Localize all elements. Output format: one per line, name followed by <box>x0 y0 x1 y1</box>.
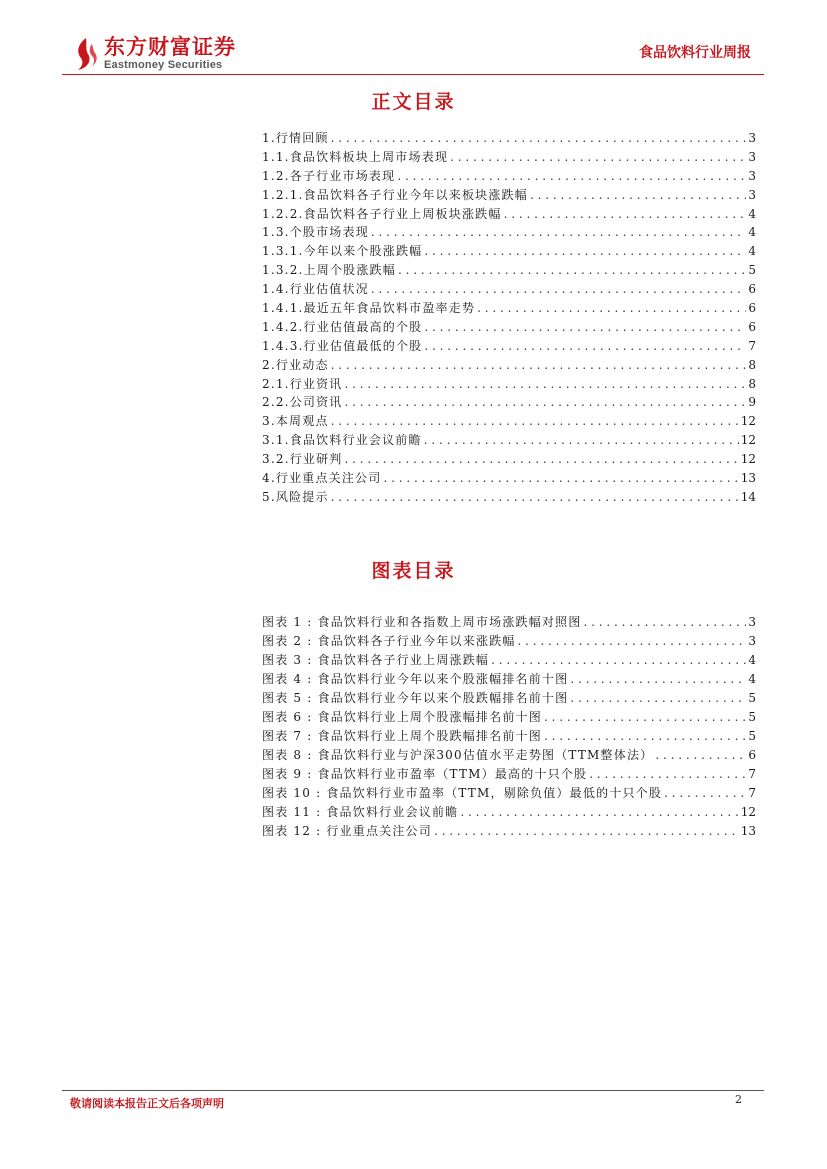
header-divider <box>62 74 764 75</box>
toc-entry-page: 3 <box>748 187 756 202</box>
toc-entry-page: 4 <box>748 244 756 259</box>
leader-dots <box>331 129 747 148</box>
toc-entry[interactable] <box>262 299 756 318</box>
toc-entry-page: 14 <box>740 489 756 504</box>
leader-dots <box>570 689 746 708</box>
toc-entry[interactable] <box>262 356 756 375</box>
figure-entry-title: 图表 3 : 食品饮料各子行业上周涨跌幅 <box>262 653 490 667</box>
figure-entry-title: 图表 6 : 食品饮料行业上周个股涨幅排名前十图 <box>262 710 542 724</box>
figure-entry-page: 3 <box>748 634 756 648</box>
toc-entry-title: 1.4.1.最近五年食品饮料市盈率走势 <box>262 301 476 316</box>
toc-entry-title: 1.2.各子行业市场表现 <box>262 168 396 183</box>
toc-entry-title: 3.2.行业研判 <box>262 452 343 467</box>
leader-dots <box>544 708 746 727</box>
figure-entry-title: 图表 1 : 食品饮料行业和各指数上周市场涨跌幅对照图 <box>262 615 582 629</box>
figure-entry-page: 7 <box>748 767 756 781</box>
page-header <box>0 0 827 90</box>
leader-dots <box>383 469 738 488</box>
toc-entry-title: 3.本周观点 <box>262 414 329 429</box>
figure-entry[interactable] <box>262 765 756 784</box>
figures-title: 图表目录 <box>371 560 456 582</box>
eastmoney-logo-icon <box>72 36 98 72</box>
leader-dots <box>570 670 746 689</box>
toc-entry-title: 1.2.2.食品饮料各子行业上周板块涨跌幅 <box>262 206 502 221</box>
figure-entry[interactable] <box>262 632 756 651</box>
figure-entry-page: 5 <box>748 691 756 705</box>
toc-entry-title: 1.3.1.今年以来个股涨跌幅 <box>262 244 423 259</box>
figure-entry-title: 图表 7 : 食品饮料行业上周个股跌幅排名前十图 <box>262 729 542 743</box>
toc-entry-page: 13 <box>740 471 756 486</box>
figure-entry-page: 5 <box>748 710 756 724</box>
toc-entry-page: 6 <box>748 301 756 316</box>
figure-entry-page: 6 <box>748 748 756 762</box>
toc-entry-page: 8 <box>748 376 756 391</box>
leader-dots <box>331 488 739 507</box>
logo-chinese-name: 东方财富证券 <box>104 35 236 59</box>
toc-entry-page: 8 <box>748 357 756 372</box>
figures-list <box>262 613 756 841</box>
toc-entry[interactable] <box>262 488 756 507</box>
contents-list <box>262 129 756 507</box>
toc-entry[interactable] <box>262 393 756 412</box>
toc-entry-title: 1.3.2.上周个股涨跌幅 <box>262 263 396 278</box>
leader-dots <box>434 822 739 841</box>
leader-dots <box>345 375 747 394</box>
toc-entry-title: 1.3.个股市场表现 <box>262 225 369 240</box>
toc-entry-page: 5 <box>748 263 756 278</box>
toc-entry[interactable] <box>262 205 756 224</box>
leader-dots <box>398 261 746 280</box>
leader-dots <box>345 393 747 412</box>
figure-entry-title: 图表 4 : 食品饮料行业今年以来个股涨幅排名前十图 <box>262 672 569 686</box>
figure-entry[interactable] <box>262 708 756 727</box>
toc-entry[interactable] <box>262 223 756 242</box>
toc-entry-page: 9 <box>748 395 756 410</box>
figure-entry[interactable] <box>262 651 756 670</box>
toc-entry[interactable] <box>262 129 756 148</box>
toc-entry-page: 6 <box>748 319 756 334</box>
figure-entry-title: 图表 9 : 食品饮料行业市盈率（TTM）最高的十只个股 <box>262 767 588 781</box>
logo-english-name: Eastmoney Securities <box>104 59 223 71</box>
leader-dots <box>424 337 746 356</box>
toc-entry[interactable] <box>262 375 756 394</box>
leader-dots <box>589 765 746 784</box>
leader-dots <box>424 242 746 261</box>
toc-entry-title: 1.4.2.行业估值最高的个股 <box>262 319 423 334</box>
leader-dots <box>544 727 746 746</box>
toc-entry-title: 2.行业动态 <box>262 357 329 372</box>
leader-dots <box>477 299 746 318</box>
toc-entry[interactable] <box>262 469 756 488</box>
toc-entry-title: 1.2.1.食品饮料各子行业今年以来板块涨跌幅 <box>262 187 528 202</box>
toc-entry[interactable] <box>262 280 756 299</box>
toc-entry-title: 2.2.公司资讯 <box>262 395 343 410</box>
toc-entry[interactable] <box>262 450 756 469</box>
leader-dots <box>664 784 746 803</box>
figure-entry[interactable] <box>262 784 756 803</box>
figure-entry-title: 图表 10 : 食品饮料行业市盈率（TTM，剔除负值）最低的十只个股 <box>262 786 663 800</box>
footer-disclaimer: 敬请阅读本报告正文后各项声明 <box>70 1097 224 1110</box>
toc-entry[interactable] <box>262 242 756 261</box>
toc-entry-title: 1.4.3.行业估值最低的个股 <box>262 338 423 353</box>
footer-divider <box>62 1090 764 1091</box>
toc-entry[interactable] <box>262 318 756 337</box>
leader-dots <box>331 412 739 431</box>
toc-entry-page: 4 <box>748 206 756 221</box>
toc-entry-page: 3 <box>748 131 756 145</box>
leader-dots <box>345 450 739 469</box>
figure-entry[interactable] <box>262 746 756 765</box>
toc-entry[interactable] <box>262 261 756 280</box>
toc-entry-page: 12 <box>740 452 756 467</box>
leader-dots <box>655 746 746 765</box>
toc-entry[interactable] <box>262 431 756 450</box>
leader-dots <box>397 167 746 186</box>
toc-entry-title: 1.行情回顾 <box>262 131 329 145</box>
leader-dots <box>371 280 746 299</box>
contents-title: 正文目录 <box>371 91 456 113</box>
figure-entry-title: 图表 8 : 食品饮料行业与沪深300估值水平走势图（TTM整体法） <box>262 748 654 762</box>
toc-entry-page: 4 <box>748 225 756 240</box>
toc-entry-title: 1.1.食品饮料板块上周市场表现 <box>262 149 449 164</box>
toc-entry-title: 4.行业重点关注公司 <box>262 471 382 486</box>
figure-entry-page: 7 <box>748 786 756 800</box>
figure-entry[interactable] <box>262 613 756 632</box>
toc-entry[interactable] <box>262 337 756 356</box>
leader-dots <box>518 632 747 651</box>
leader-dots <box>424 318 746 337</box>
toc-entry[interactable] <box>262 186 756 205</box>
figure-entry-title: 图表 11 : 食品饮料行业会议前瞻 <box>262 805 459 819</box>
toc-entry-page: 12 <box>740 433 756 448</box>
figure-entry-page: 12 <box>740 805 756 819</box>
toc-entry-title: 1.4.行业估值状况 <box>262 282 369 297</box>
figure-entry-title: 图表 12 : 行业重点关注公司 <box>262 824 432 838</box>
leader-dots <box>450 148 746 167</box>
toc-entry[interactable] <box>262 167 756 186</box>
figure-entry[interactable] <box>262 822 756 841</box>
report-type-label: 食品饮料行业周报 <box>639 45 751 61</box>
figure-entry[interactable] <box>262 727 756 746</box>
page-number: 2 <box>735 1093 742 1106</box>
figure-entry-page: 3 <box>748 615 756 629</box>
toc-entry-page: 3 <box>748 168 756 183</box>
figure-entry-title: 图表 5 : 食品饮料行业今年以来个股跌幅排名前十图 <box>262 691 569 705</box>
figure-entry-page: 4 <box>748 653 756 667</box>
leader-dots <box>504 205 747 224</box>
toc-entry[interactable] <box>262 148 756 167</box>
figure-entry-page: 5 <box>748 729 756 743</box>
figure-entry[interactable] <box>262 803 756 822</box>
toc-entry[interactable] <box>262 412 756 431</box>
toc-entry-title: 3.1.食品饮料行业会议前瞻 <box>262 433 422 448</box>
toc-entry-title: 5.风险提示 <box>262 489 329 504</box>
leader-dots <box>584 613 747 632</box>
toc-entry-title: 2.1.行业资讯 <box>262 376 343 391</box>
toc-entry-page: 7 <box>748 338 756 353</box>
leader-dots <box>530 186 746 205</box>
figure-entry[interactable] <box>262 670 756 689</box>
leader-dots <box>331 356 747 375</box>
leader-dots <box>460 803 738 822</box>
figure-entry-title: 图表 2 : 食品饮料各子行业今年以来涨跌幅 <box>262 634 516 648</box>
leader-dots <box>491 651 746 670</box>
figure-entry[interactable] <box>262 689 756 708</box>
toc-entry-page: 12 <box>740 414 756 429</box>
leader-dots <box>371 223 746 242</box>
toc-entry-page: 6 <box>748 282 756 297</box>
toc-entry-page: 3 <box>748 149 756 164</box>
figure-entry-page: 4 <box>748 672 756 686</box>
leader-dots <box>424 431 739 450</box>
figure-entry-page: 13 <box>740 824 756 838</box>
company-logo <box>72 36 236 72</box>
